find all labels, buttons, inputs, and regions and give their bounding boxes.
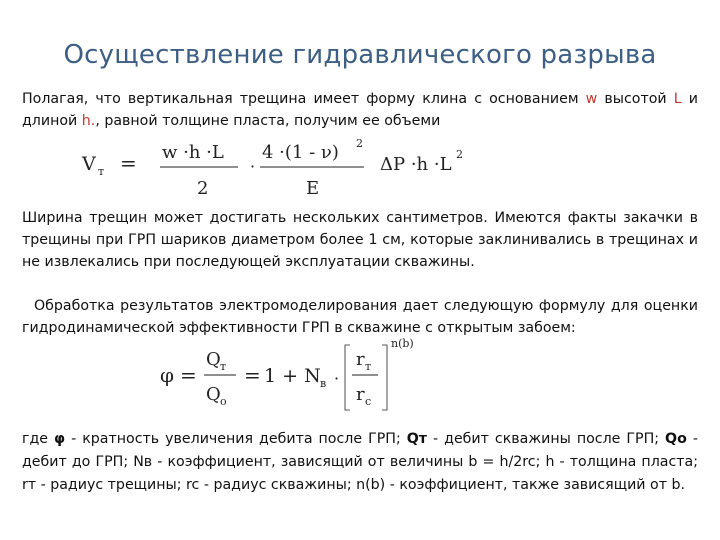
formula2-phi: φ [160,363,175,387]
formula1-frac1-numerator: w ·h ·L [162,142,224,163]
formula2-dot: · [334,369,340,388]
width-paragraph: Ширина трещин может достигать нескольких сантиметров. Имеются факты закачки в трещины при ГРП шариков диаметром более 1 см, которые заклинивались в трещинах и не извлекались при последующей эксплуатации скважины. [22,210,698,270]
formula1-equals: = [120,151,137,175]
slide-title: Осуществление гидравлического разрыва [63,40,657,70]
formula2-exponent: n(b) [391,337,414,350]
formula2-r-denominator-sub: с [365,395,372,408]
formula2-left-bracket [345,345,350,410]
formula2-equals-2: = [244,363,261,387]
formula1-frac2-numerator: 4 ·(1 - ν) [262,142,339,163]
formula2-r-numerator: r [356,349,365,370]
formula1-frac2-denominator: E [306,178,320,199]
formula1-lhs: V [82,153,96,175]
formula2-r-denominator: r [356,384,365,405]
formula2-r-numerator-sub: т [365,360,372,373]
legend-text-2: - кратность увеличения дебита после ГРП; [65,431,407,447]
var-L: L [673,91,682,107]
intro-text-1: Полагая, что вертикальная трещина имеет форму клина с основанием [22,91,586,107]
legend-paragraph [22,428,698,497]
electromodeling-paragraph: Обработка результатов электромоделирования дает следующую формулу для оценки гидродинамической эффективности ГРП в скважине с открытым забоем: [22,298,698,336]
formula2-right-bracket [382,345,387,410]
formula2-q-denominator-sub: о [220,395,227,408]
formula1-frac1-denominator: 2 [197,178,209,199]
formula1-tail: ΔP ·h ·L [380,154,452,175]
formula1-frac2-numerator-sup: 2 [356,137,363,150]
legend-text-3: - дебит скважины после ГРП; [427,431,666,447]
formula1-tail-sup: 2 [456,148,463,161]
intro-text-3: и длиной [22,91,698,129]
legend-phi: φ [54,431,66,447]
formula2-n-sub: в [320,377,327,390]
formula2-q-numerator-sub: т [220,360,227,373]
formula2-one-plus-n: 1 + N [264,365,321,387]
legend-qt: Qт [406,431,428,447]
legend-text-1: где [22,431,54,447]
formula2-q-denominator: Q [206,384,221,405]
intro-text-4: , равной толщине пласта, получим ее объеми [95,113,441,129]
var-w: w [585,91,598,107]
formula1-dot: · [250,157,256,176]
formula2-q-numerator: Q [206,349,221,370]
intro-text-2: высотой [597,91,674,107]
legend-qo: Qо [665,431,687,447]
formula2-equals: = [180,363,197,387]
legend-text-4: - дебит до ГРП; Nв - коэффициент, зависящий от величины b = h/2rc; h - толщина пласта; rт - радиус трещины; rc - радиус скважины; n(b) - коэффициент, также зависящий от b. [22,431,698,493]
formula1-lhs-sub: т [98,165,105,178]
intro-paragraph [22,88,698,132]
var-h: h. [81,113,96,129]
